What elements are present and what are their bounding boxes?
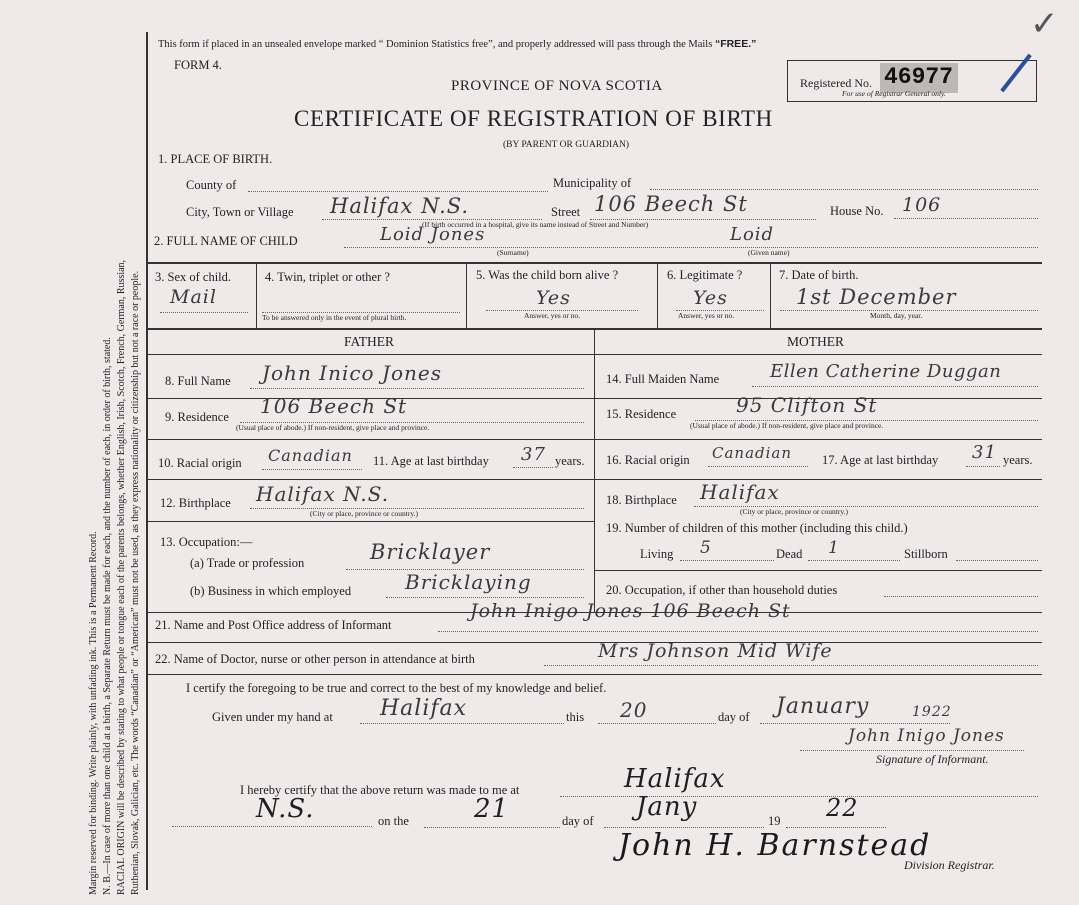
given-label: Given under my hand at [212, 710, 333, 724]
this-label: this [566, 710, 585, 724]
mother-residence-label: 15. Residence [606, 407, 677, 421]
alive-caption: Answer, yes or no. [524, 311, 581, 320]
father-birthplace-value: Halifax N.S. [256, 482, 390, 506]
sex-value: Mail [170, 286, 217, 308]
given-name-caption: (Given name) [748, 248, 790, 257]
municipality-label: Municipality of [553, 176, 632, 190]
father-residence-note: (Usual place of abode.) If non-resident, give place and province. [236, 423, 430, 432]
registered-label: Registered No. [800, 76, 872, 90]
father-years: years. [555, 454, 585, 468]
registrar-initials: N.S. [256, 794, 315, 824]
dead-value: 1 [828, 538, 840, 558]
informant-label: 21. Name and Post Office address of Informant [155, 618, 392, 632]
registrar-caption: Division Registrar. [904, 858, 995, 872]
father-business-label: (b) Business in which employed [190, 584, 352, 598]
mother-racial-label: 16. Racial origin [606, 453, 690, 467]
mother-age-value: 31 [972, 442, 997, 463]
certify-day-label: day of [718, 710, 750, 724]
mother-name-value: Ellen Catherine Duggan [770, 361, 1002, 382]
certify-statement: I certify the foregoing to be true and correct to the best of my knowledge and belief. [186, 681, 607, 695]
child-name-label: 2. FULL NAME OF CHILD [154, 234, 298, 248]
child-surname: Loid Jones [380, 224, 486, 245]
father-business-value: Bricklaying [405, 570, 532, 594]
certify-month: January [776, 694, 870, 719]
twin-note: To be answered only in the event of plural birth. [262, 313, 407, 322]
city-label: City, Town or Village [186, 205, 294, 219]
frame-left-line [146, 32, 148, 890]
street-note: (If birth occurred in a hospital, give its name instead of Street and Number) [422, 220, 649, 229]
mother-name-label: 14. Full Maiden Name [606, 372, 720, 386]
father-birthplace-note: (City or place, province or country.) [310, 509, 419, 518]
child-given-name: Loid [730, 224, 775, 245]
father-occupation-label: 13. Occupation:— [160, 535, 253, 549]
father-residence-label: 9. Residence [165, 410, 229, 424]
legitimate-caption: Answer, yes or no. [678, 311, 735, 320]
registrar-signature: John H. Barnstead [618, 828, 932, 863]
margin-note-binding: Margin reserved for binding. Write plainly, with unfading ink. This is a Permanent Record. [88, 531, 99, 895]
registered-number: 46977 [884, 64, 954, 90]
mother-racial-value: Canadian [712, 444, 793, 462]
father-heading: FATHER [344, 334, 395, 349]
registrar-statement: I hereby certify that the above return was made to me at [240, 783, 520, 797]
mother-residence-note: (Usual place of abode.) If non-resident, give place and province. [690, 421, 884, 430]
house-label: House No. [830, 204, 884, 218]
mother-residence-value: 95 Clifton St [736, 393, 878, 417]
page-subtitle: (BY PARENT OR GUARDIAN) [503, 140, 630, 150]
birth-date-caption: Month, day, year. [870, 311, 923, 320]
father-trade-value: Bricklayer [370, 540, 491, 564]
mother-children-label: 19. Number of children of this mother (including this child.) [606, 521, 908, 535]
street-value: 106 Beech St [594, 192, 748, 216]
father-trade-label: (a) Trade or profession [190, 556, 305, 570]
mother-occupation-label: 20. Occupation, if other than household duties [606, 583, 838, 597]
page-title: CERTIFICATE OF REGISTRATION OF BIRTH [294, 106, 773, 131]
father-age-label: 11. Age at last birthday [373, 454, 489, 468]
father-racial-value: Canadian [268, 446, 353, 465]
mother-years: years. [1003, 453, 1033, 467]
mother-birthplace-value: Halifax [700, 480, 780, 504]
mother-heading: MOTHER [787, 334, 844, 349]
check-mark: ✓ [1030, 4, 1059, 44]
alive-value: Yes [536, 287, 571, 309]
informant-signature-caption: Signature of Informant. [876, 752, 989, 766]
stillborn-label: Stillborn [904, 547, 948, 561]
sex-label: 3. Sex of child. [155, 270, 232, 284]
form-number: FORM 4. [174, 58, 222, 72]
certify-day: 20 [620, 698, 648, 722]
county-label: County of [186, 178, 237, 192]
row3-top-rule [147, 262, 1042, 264]
province-heading: PROVINCE OF NOVA SCOTIA [451, 78, 663, 94]
living-value: 5 [700, 538, 712, 558]
mail-note: This form if placed in an unsealed envelope marked “ Dominion Statistics free”, and properly addressed will pass through the Mails “FREE.” [158, 38, 757, 50]
doctor-value: Mrs Johnson Mid Wife [598, 640, 833, 662]
registrar-year-prefix: 19 [768, 814, 781, 828]
margin-note-plural-birth: N. B.—In case of more than one child at a birth, a Separate Return must be made for each, and the number of each, in order of birth, stated. [102, 337, 113, 895]
doctor-label: 22. Name of Doctor, nurse or other person in attendance at birth [155, 652, 475, 666]
mother-age-label: 17. Age at last birthday [822, 453, 939, 467]
father-age-value: 37 [521, 444, 546, 465]
father-name-value: John Inico Jones [262, 361, 442, 385]
registrar-note: For use of Registrar General only. [842, 89, 946, 98]
mother-birthplace-note: (City or place, province or country.) [740, 507, 849, 516]
twin-label: 4. Twin, triplet or other ? [265, 270, 390, 284]
informant-signature: John Inigo Jones [848, 726, 1005, 746]
legitimate-value: Yes [693, 287, 728, 309]
mother-birthplace-label: 18. Birthplace [606, 493, 677, 507]
registrar-place: Halifax [624, 764, 726, 794]
registrar-month: Jany [636, 792, 698, 822]
given-place: Halifax [380, 696, 468, 721]
city-value: Halifax N.S. [330, 194, 470, 218]
alive-label: 5. Was the child born alive ? [476, 268, 619, 282]
father-racial-label: 10. Racial origin [158, 456, 242, 470]
birth-date-label: 7. Date of birth. [779, 268, 859, 282]
house-value: 106 [902, 194, 942, 216]
registrar-day: 21 [474, 794, 510, 824]
birth-date-value: 1st December [796, 285, 957, 309]
dead-label: Dead [776, 547, 803, 561]
father-birthplace-label: 12. Birthplace [160, 496, 231, 510]
informant-value: John Inigo Jones 106 Beech St [470, 600, 791, 622]
certify-year: 1922 [912, 704, 952, 720]
street-label: Street [551, 205, 581, 219]
surname-caption: (Surname) [497, 248, 529, 257]
margin-note-racial-origin-1: RACIAL ORIGIN will be described by stating to what people or tongue each of the parents belongs, whether English, Irish, Scotch, French, German, Russian, [116, 259, 127, 895]
registrar-year: 22 [826, 794, 859, 822]
legitimate-label: 6. Legitimate ? [667, 268, 743, 282]
margin-note-racial-origin-2: Ruthenian, Slovak, Galician, etc. The words “Canadian” or “American” must not be used, as they express nationality or citizenship but not a race or people. [130, 270, 141, 895]
father-name-label: 8. Full Name [165, 374, 231, 388]
living-label: Living [640, 547, 674, 561]
place-of-birth-heading: 1. PLACE OF BIRTH. [158, 152, 273, 166]
on-the-label: on the [378, 814, 409, 828]
registrar-day-label: day of [562, 814, 594, 828]
father-residence-value: 106 Beech St [260, 394, 408, 418]
